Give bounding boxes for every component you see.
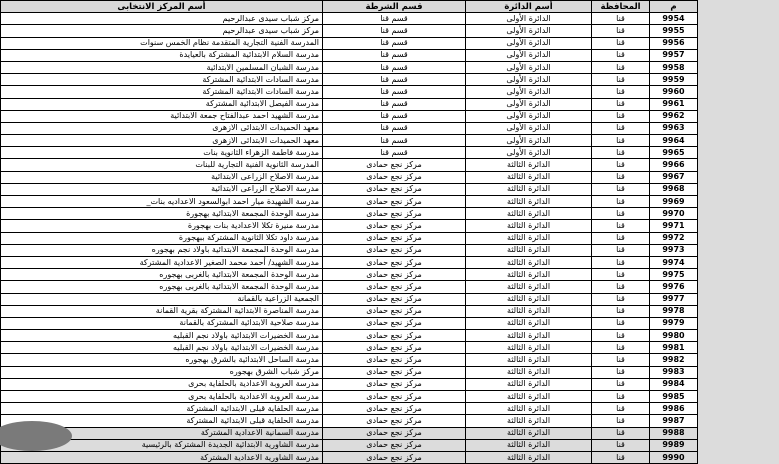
cell-polling-center: مدرسة الوحدة المجمعة الابتدائية بالغربى بهجوره: [1, 281, 323, 293]
cell-polling-center: مدرسة الشهيد/ أحمد محمد الصغير الاعدادية المشتركة: [1, 256, 323, 268]
cell-polling-center: مدرسة الحلفاية قبلى الابتدائية المشتركة: [1, 415, 323, 427]
table-row: [1, 220, 698, 232]
cell-police-section: مركز نجع حمادى: [323, 183, 466, 195]
table-row: [1, 317, 698, 329]
cell-governorate: قنا: [592, 354, 650, 366]
cell-polling-center: مدرسة العروبة الاعدادية بالحلفاية بحرى: [1, 391, 323, 403]
cell-district: الدائرة الثالثة: [466, 281, 592, 293]
header-police-section: قسم الشرطة: [323, 1, 466, 13]
cell-police-section: قسم قنا: [323, 122, 466, 134]
cell-polling-center: مدرسة العروبة الاعدادية بالحلفاية بحرى: [1, 378, 323, 390]
cell-serial: 9961: [650, 98, 698, 110]
cell-governorate: قنا: [592, 415, 650, 427]
table-row: [1, 37, 698, 49]
cell-police-section: مركز نجع حمادى: [323, 305, 466, 317]
cell-police-section: مركز نجع حمادى: [323, 171, 466, 183]
header-district: أسم الدائرة: [466, 1, 592, 13]
cell-district: الدائرة الثالثة: [466, 220, 592, 232]
cell-police-section: قسم قنا: [323, 147, 466, 159]
cell-serial: 9969: [650, 196, 698, 208]
table-row: [1, 74, 698, 86]
cell-governorate: قنا: [592, 451, 650, 463]
cell-serial: 9983: [650, 366, 698, 378]
cell-polling-center: المدرسة الفنية التجارية المتقدمة نظام الخمس سنوات: [1, 37, 323, 49]
cell-district: الدائرة الثالثة: [466, 244, 592, 256]
cell-governorate: قنا: [592, 342, 650, 354]
table-row: [1, 305, 698, 317]
cell-governorate: قنا: [592, 86, 650, 98]
cell-governorate: قنا: [592, 37, 650, 49]
table-row: [1, 366, 698, 378]
cell-governorate: قنا: [592, 256, 650, 268]
cell-district: الدائرة الثالثة: [466, 415, 592, 427]
cell-governorate: قنا: [592, 317, 650, 329]
table-row: [1, 183, 698, 195]
cell-governorate: قنا: [592, 427, 650, 439]
cell-serial: 9990: [650, 451, 698, 463]
cell-governorate: قنا: [592, 244, 650, 256]
cell-district: الدائرة الثالثة: [466, 293, 592, 305]
table-row: [1, 49, 698, 61]
header-row: [1, 1, 698, 13]
cell-serial: 9962: [650, 110, 698, 122]
cell-governorate: قنا: [592, 366, 650, 378]
cell-police-section: قسم قنا: [323, 13, 466, 25]
table-row: [1, 391, 698, 403]
cell-police-section: مركز نجع حمادى: [323, 366, 466, 378]
table-row: [1, 98, 698, 110]
table-row: [1, 342, 698, 354]
cell-polling-center: مدرسة الخضيرات الابتدائية باولاد نجم القبليه: [1, 330, 323, 342]
cell-governorate: قنا: [592, 330, 650, 342]
cell-district: الدائرة الأولى: [466, 61, 592, 73]
table-row: [1, 147, 698, 159]
cell-serial: 9977: [650, 293, 698, 305]
table-row: [1, 110, 698, 122]
table-row: [1, 244, 698, 256]
cell-governorate: قنا: [592, 74, 650, 86]
table-row: [1, 159, 698, 171]
table-row: [1, 61, 698, 73]
cell-serial: 9988: [650, 427, 698, 439]
cell-polling-center: مدرسة الشهيد احمد عبدالفتاح جمعة الابتدائية: [1, 110, 323, 122]
cell-district: الدائرة الثالثة: [466, 159, 592, 171]
cell-district: الدائرة الثالثة: [466, 171, 592, 183]
cell-polling-center: مدرسة الشاورية الاعدادية المشتركة: [1, 451, 323, 463]
cell-serial: 9973: [650, 244, 698, 256]
cell-police-section: قسم قنا: [323, 37, 466, 49]
cell-polling-center: مدرسة فاطمة الزهراء الثانوية بنات: [1, 147, 323, 159]
cell-police-section: مركز نجع حمادى: [323, 342, 466, 354]
cell-polling-center: مدرسة السمانية الاعدادية المشتركة: [1, 427, 323, 439]
cell-governorate: قنا: [592, 110, 650, 122]
table-row: [1, 269, 698, 281]
cell-serial: 9987: [650, 415, 698, 427]
cell-police-section: قسم قنا: [323, 74, 466, 86]
cell-police-section: مركز نجع حمادى: [323, 391, 466, 403]
cell-polling-center: معهد الحميدات الابتدائى الازهرى: [1, 135, 323, 147]
cell-serial: 9955: [650, 25, 698, 37]
cell-district: الدائرة الثالثة: [466, 451, 592, 463]
cell-governorate: قنا: [592, 98, 650, 110]
cell-district: الدائرة الثالثة: [466, 403, 592, 415]
cell-district: الدائرة الأولى: [466, 147, 592, 159]
cell-serial: 9960: [650, 86, 698, 98]
table-row: [1, 232, 698, 244]
cell-polling-center: معهد الحميدات الابتدائى الازهرى: [1, 122, 323, 134]
cell-governorate: قنا: [592, 305, 650, 317]
cell-district: الدائرة الثالثة: [466, 317, 592, 329]
cell-serial: 9974: [650, 256, 698, 268]
cell-police-section: قسم قنا: [323, 25, 466, 37]
cell-police-section: مركز نجع حمادى: [323, 159, 466, 171]
cell-police-section: مركز نجع حمادى: [323, 256, 466, 268]
cell-district: الدائرة الأولى: [466, 13, 592, 25]
cell-district: الدائرة الثالثة: [466, 208, 592, 220]
cell-serial: 9971: [650, 220, 698, 232]
cell-police-section: قسم قنا: [323, 135, 466, 147]
cell-serial: 9956: [650, 37, 698, 49]
header-serial: م: [650, 1, 698, 13]
cell-governorate: قنا: [592, 122, 650, 134]
cell-district: الدائرة الأولى: [466, 135, 592, 147]
cell-polling-center: المدرسة الثانوية الفنية التجارية للبنات: [1, 159, 323, 171]
cell-police-section: مركز نجع حمادى: [323, 208, 466, 220]
cell-governorate: قنا: [592, 220, 650, 232]
table-row: [1, 13, 698, 25]
table-row: [1, 208, 698, 220]
cell-police-section: مركز نجع حمادى: [323, 220, 466, 232]
cell-polling-center: مدرسة الشاورية الابتدائية الجديدة المشتركة بالرئيسية: [1, 439, 323, 451]
cell-serial: 9979: [650, 317, 698, 329]
cell-polling-center: مركز شباب سيدى عبدالرحيم: [1, 25, 323, 37]
table-row: [1, 171, 698, 183]
cell-police-section: مركز نجع حمادى: [323, 244, 466, 256]
cell-police-section: مركز نجع حمادى: [323, 403, 466, 415]
table-row: [1, 439, 698, 451]
cell-governorate: قنا: [592, 208, 650, 220]
cell-governorate: قنا: [592, 25, 650, 37]
cell-polling-center: مدرسة السلام الابتدائية المشتركة بالعيايدة: [1, 49, 323, 61]
cell-serial: 9975: [650, 269, 698, 281]
cell-police-section: قسم قنا: [323, 98, 466, 110]
cell-governorate: قنا: [592, 61, 650, 73]
cell-polling-center: مدرسة الشهيدة ميار احمد ابوالسعود الاعداديه بنات_: [1, 196, 323, 208]
cell-police-section: مركز نجع حمادى: [323, 354, 466, 366]
cell-district: الدائرة الثالثة: [466, 183, 592, 195]
cell-district: الدائرة الأولى: [466, 122, 592, 134]
cell-governorate: قنا: [592, 439, 650, 451]
cell-serial: 9964: [650, 135, 698, 147]
table-row: [1, 403, 698, 415]
cell-governorate: قنا: [592, 391, 650, 403]
cell-polling-center: مدرسة الشبان المسلمين الابتدائية: [1, 61, 323, 73]
cell-governorate: قنا: [592, 403, 650, 415]
table-row: [1, 281, 698, 293]
cell-serial: 9984: [650, 378, 698, 390]
cell-polling-center: مدرسة الوحدة المجمعة الابتدائية بهجورة: [1, 208, 323, 220]
cell-polling-center: مدرسة الوحدة المجمعة الابتدائية بالغربى بهجوره: [1, 269, 323, 281]
cell-serial: 9957: [650, 49, 698, 61]
cell-serial: 9965: [650, 147, 698, 159]
table-row: [1, 86, 698, 98]
table-row: [1, 135, 698, 147]
cell-polling-center: مدرسة الفيصل الابتدائية المشتركة: [1, 98, 323, 110]
cell-serial: 9982: [650, 354, 698, 366]
cell-governorate: قنا: [592, 171, 650, 183]
cell-governorate: قنا: [592, 49, 650, 61]
cell-police-section: مركز نجع حمادى: [323, 317, 466, 329]
cell-police-section: مركز نجع حمادى: [323, 415, 466, 427]
cell-serial: 9970: [650, 208, 698, 220]
cell-polling-center: مركز شباب الشرق بهجوره: [1, 366, 323, 378]
cell-polling-center: مدرسة الساحل الابتدائية بالشرق بهجوره: [1, 354, 323, 366]
table-row: [1, 354, 698, 366]
table-row: [1, 196, 698, 208]
cell-polling-center: مدرسة السادات الابتدائية المشتركة: [1, 86, 323, 98]
cell-district: الدائرة الأولى: [466, 74, 592, 86]
cell-police-section: قسم قنا: [323, 61, 466, 73]
cell-serial: 9958: [650, 61, 698, 73]
table-row: [1, 293, 698, 305]
cell-governorate: قنا: [592, 183, 650, 195]
cell-district: الدائرة الثالثة: [466, 439, 592, 451]
cell-serial: 9959: [650, 74, 698, 86]
cell-district: الدائرة الأولى: [466, 49, 592, 61]
cell-serial: 9967: [650, 171, 698, 183]
cell-district: الدائرة الأولى: [466, 98, 592, 110]
cell-governorate: قنا: [592, 269, 650, 281]
cell-police-section: مركز نجع حمادى: [323, 281, 466, 293]
cell-serial: 9986: [650, 403, 698, 415]
cell-polling-center: مدرسة منيرة تكلا الاعدادية بنات بهجورة: [1, 220, 323, 232]
header-governorate: المحافظة: [592, 1, 650, 13]
table-body: [1, 13, 698, 464]
cell-serial: 9981: [650, 342, 698, 354]
cell-governorate: قنا: [592, 232, 650, 244]
table-row: [1, 415, 698, 427]
cell-district: الدائرة الثالثة: [466, 427, 592, 439]
cell-polling-center: مدرسة صلاحية الابتدائية المشتركة بالقمانة: [1, 317, 323, 329]
cell-serial: 9985: [650, 391, 698, 403]
cell-polling-center: مدرسة الحلفاية قبلى الابتدائية المشتركة: [1, 403, 323, 415]
cell-police-section: مركز نجع حمادى: [323, 269, 466, 281]
cell-polling-center: مدرسة السادات الابتدائية المشتركة: [1, 74, 323, 86]
cell-district: الدائرة الثالثة: [466, 378, 592, 390]
cell-police-section: مركز نجع حمادى: [323, 427, 466, 439]
cell-police-section: مركز نجع حمادى: [323, 378, 466, 390]
cell-polling-center: مدرسة الوحدة المجمعة الابتدائية باولاد نجم بهجوره: [1, 244, 323, 256]
cell-serial: 9989: [650, 439, 698, 451]
cell-district: الدائرة الأولى: [466, 37, 592, 49]
cell-governorate: قنا: [592, 13, 650, 25]
table-row: [1, 451, 698, 463]
table-row: [1, 256, 698, 268]
cell-polling-center: مدرسة الاصلاح الزراعى الابتدائية: [1, 183, 323, 195]
cell-police-section: قسم قنا: [323, 86, 466, 98]
table-row: [1, 330, 698, 342]
cell-governorate: قنا: [592, 147, 650, 159]
cell-police-section: قسم قنا: [323, 110, 466, 122]
cell-district: الدائرة الثالثة: [466, 256, 592, 268]
cell-polling-center: مدرسة الخضيرات الابتدائية باولاد نجم القبليه: [1, 342, 323, 354]
cell-district: الدائرة الثالثة: [466, 269, 592, 281]
cell-serial: 9980: [650, 330, 698, 342]
cell-police-section: مركز نجع حمادى: [323, 330, 466, 342]
cell-district: الدائرة الثالثة: [466, 305, 592, 317]
cell-district: الدائرة الثالثة: [466, 330, 592, 342]
cell-district: الدائرة الثالثة: [466, 196, 592, 208]
cell-district: الدائرة الثالثة: [466, 391, 592, 403]
table-row: [1, 122, 698, 134]
table-row: [1, 427, 698, 439]
cell-polling-center: الجمعية الزراعية بالقمانة: [1, 293, 323, 305]
cell-serial: 9966: [650, 159, 698, 171]
cell-police-section: مركز نجع حمادى: [323, 293, 466, 305]
cell-polling-center: مدرسة الاصلاح الزراعى الابتدائية: [1, 171, 323, 183]
cell-governorate: قنا: [592, 135, 650, 147]
cell-district: الدائرة الثالثة: [466, 232, 592, 244]
header-polling-center: أسم المركز الانتخابى: [1, 1, 323, 13]
table-row: [1, 25, 698, 37]
cell-police-section: قسم قنا: [323, 49, 466, 61]
cell-district: الدائرة الثالثة: [466, 366, 592, 378]
cell-governorate: قنا: [592, 293, 650, 305]
cell-district: الدائرة الثالثة: [466, 354, 592, 366]
cell-serial: 9954: [650, 13, 698, 25]
cell-serial: 9978: [650, 305, 698, 317]
cell-governorate: قنا: [592, 378, 650, 390]
cell-police-section: مركز نجع حمادى: [323, 451, 466, 463]
cell-serial: 9963: [650, 122, 698, 134]
cell-district: الدائرة الأولى: [466, 86, 592, 98]
cell-governorate: قنا: [592, 196, 650, 208]
cell-police-section: مركز نجع حمادى: [323, 439, 466, 451]
table-row: [1, 378, 698, 390]
cell-serial: 9968: [650, 183, 698, 195]
cell-district: الدائرة الأولى: [466, 25, 592, 37]
cell-governorate: قنا: [592, 159, 650, 171]
cell-serial: 9972: [650, 232, 698, 244]
cell-polling-center: مدرسة داود تكلا الثانوية المشتركة ببهجورة: [1, 232, 323, 244]
cell-district: الدائرة الأولى: [466, 110, 592, 122]
cell-police-section: مركز نجع حمادى: [323, 196, 466, 208]
cell-serial: 9976: [650, 281, 698, 293]
cell-governorate: قنا: [592, 281, 650, 293]
cell-polling-center: مدرسة المناصرة الابتدائية المشتركة بقرية القمانة: [1, 305, 323, 317]
cell-polling-center: مركز شباب سيدى عبدالرحيم: [1, 13, 323, 25]
cell-district: الدائرة الثالثة: [466, 342, 592, 354]
cell-police-section: مركز نجع حمادى: [323, 232, 466, 244]
